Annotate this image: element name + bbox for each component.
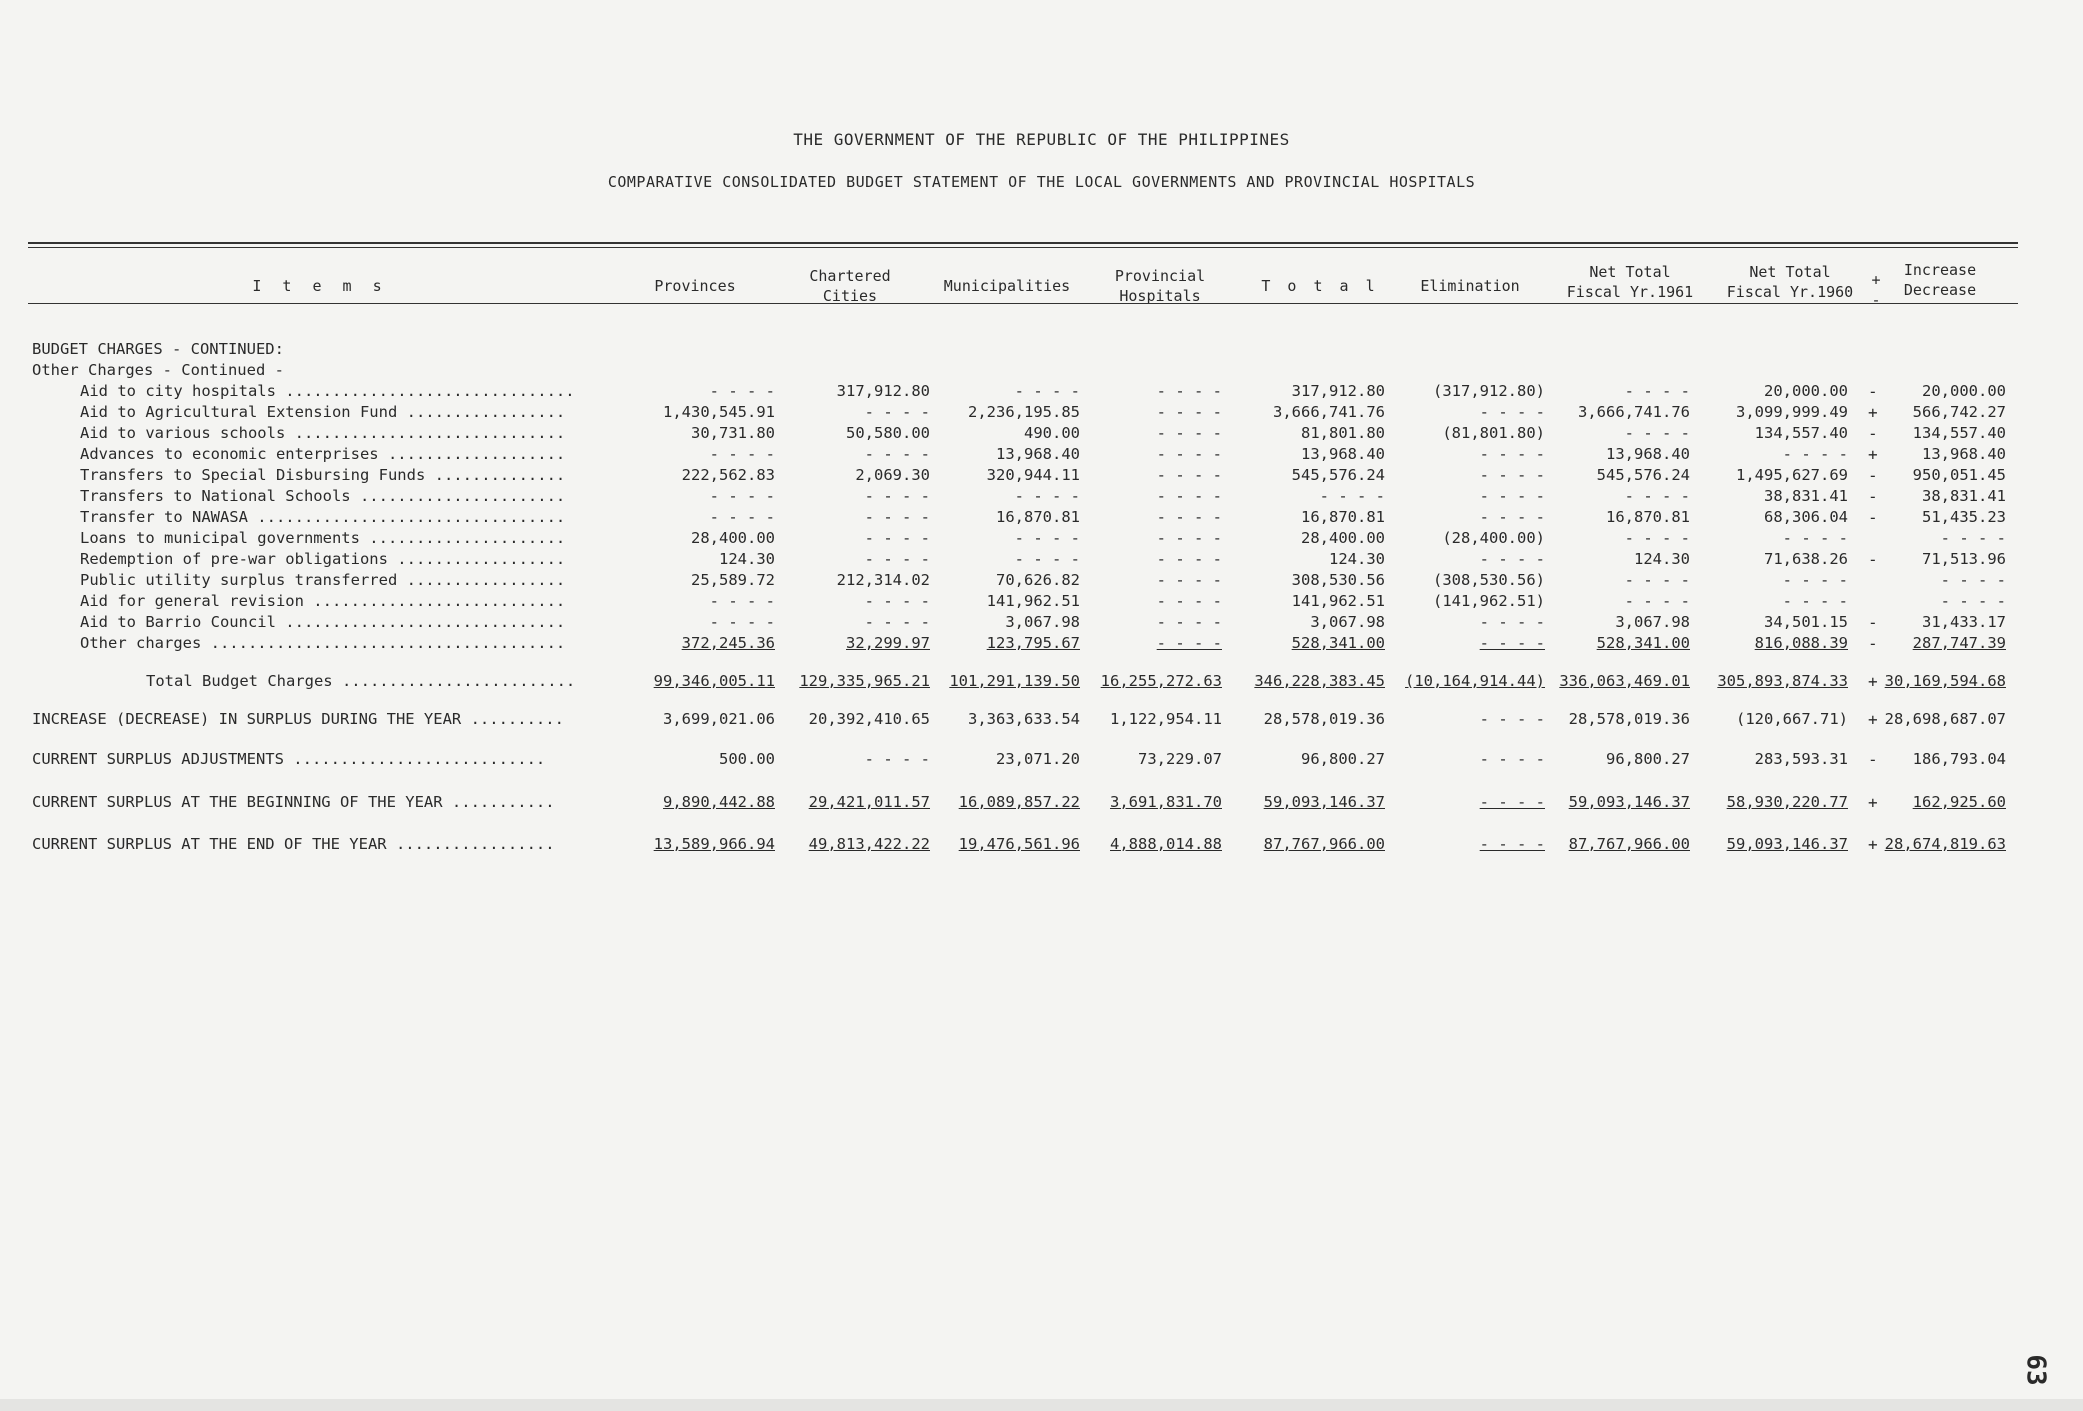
line-item-incdec-cell: - - - - (1940, 571, 2006, 589)
summary-cities-cell: 20,392,410.65 (808, 710, 930, 728)
line-item-municipalities-cell: 141,962.51 (986, 592, 1080, 610)
summary-net1960-cell: 305,893,874.33 (1717, 672, 1848, 690)
summary-municipalities-cell: 19,476,561.96 (958, 835, 1080, 853)
line-item-total-cell: 81,801.80 (1301, 424, 1385, 442)
line-item-total-cell: - - - - (1319, 487, 1385, 505)
line-item-sign: - (1868, 424, 1878, 443)
line-item-sign: - (1868, 634, 1878, 653)
line-item-net1960-cell: 816,088.39 (1754, 634, 1848, 652)
line-item-provinces-cell: 28,400.00 (691, 529, 775, 547)
line-item-sign: + (1868, 403, 1878, 422)
line-item-total-cell: 528,341.00 (1291, 634, 1385, 652)
line-item-net1961-cell: 528,341.00 (1596, 634, 1690, 652)
line-item-label: Redemption of pre-war obligations .................. (80, 550, 566, 568)
summary-incdec-cell: 186,793.04 (1912, 750, 2006, 768)
line-item-incdec-cell: 566,742.27 (1912, 403, 2006, 421)
line-item-sign: - (1868, 508, 1878, 527)
line-item-elimination-cell: - - - - (1479, 487, 1545, 505)
line-item-hospitals-cell: - - - - (1156, 529, 1222, 547)
line-item-cities-cell: 32,299.97 (846, 634, 930, 652)
line-item-cities-cell: - - - - (864, 487, 930, 505)
line-item-label: Public utility surplus transferred ................. (80, 571, 566, 589)
header-provinces: Provinces (654, 277, 736, 295)
header-chartered-cities-line1: Chartered (809, 267, 891, 285)
summary-cities-cell: 129,335,965.21 (799, 672, 930, 690)
line-item-cities-cell: - - - - (864, 550, 930, 568)
summary-sign: + (1868, 793, 1878, 812)
line-item-hospitals-cell: - - - - (1156, 487, 1222, 505)
summary-hospitals-cell: 73,229.07 (1138, 750, 1222, 768)
line-item-total-cell: 13,968.40 (1301, 445, 1385, 463)
line-item-sign: + (1868, 445, 1878, 464)
line-item-cities-cell: 2,069.30 (855, 466, 930, 484)
line-item-cities-cell: 317,912.80 (836, 382, 930, 400)
line-item-municipalities-cell: - - - - (1014, 529, 1080, 547)
summary-provinces-cell: 9,890,442.88 (663, 793, 775, 811)
summary-elimination-cell: - - - - (1479, 710, 1545, 728)
line-item-municipalities-cell: 320,944.11 (986, 466, 1080, 484)
header-top-rule (28, 242, 2018, 244)
line-item-municipalities-cell: 3,067.98 (1005, 613, 1080, 631)
summary-hospitals-cell: 4,888,014.88 (1110, 835, 1222, 853)
line-item-label: Aid to various schools ............................. (80, 424, 566, 442)
header-total: T o t a l (1261, 277, 1379, 295)
line-item-municipalities-cell: 13,968.40 (996, 445, 1080, 463)
line-item-net1960-cell: 1,495,627.69 (1736, 466, 1848, 484)
archive-footer (0, 1399, 2083, 1411)
header-net-total-1960-line2: Fiscal Yr.1960 (1726, 283, 1854, 301)
line-item-provinces-cell: - - - - (709, 487, 775, 505)
summary-provinces-cell: 99,346,005.11 (653, 672, 775, 690)
summary-sign: + (1868, 672, 1878, 691)
header-bottom-rule (28, 303, 2018, 304)
summary-label: Total Budget Charges ......................... (146, 672, 576, 690)
summary-total-cell: 87,767,966.00 (1263, 835, 1385, 853)
summary-provinces-cell: 13,589,966.94 (653, 835, 775, 853)
line-item-cities-cell: - - - - (864, 529, 930, 547)
line-item-net1961-cell: 124.30 (1634, 550, 1690, 568)
header-elimination: Elimination (1420, 277, 1520, 295)
line-item-total-cell: 124.30 (1329, 550, 1385, 568)
summary-label: CURRENT SURPLUS ADJUSTMENTS ........................... (32, 750, 546, 768)
subsection-heading: Other Charges - Continued - (32, 361, 284, 379)
line-item-label: Advances to economic enterprises ................... (80, 445, 566, 463)
header-net-total-1961-line2: Fiscal Yr.1961 (1566, 283, 1694, 301)
line-item-net1960-cell: - - - - (1782, 571, 1848, 589)
line-item-net1961-cell: - - - - (1624, 424, 1690, 442)
summary-elimination-cell: - - - - (1479, 750, 1545, 768)
line-item-total-cell: 545,576.24 (1291, 466, 1385, 484)
line-item-hospitals-cell: - - - - (1156, 445, 1222, 463)
line-item-hospitals-cell: - - - - (1156, 550, 1222, 568)
line-item-cities-cell: 212,314.02 (836, 571, 930, 589)
line-item-label: Transfer to NAWASA ................................. (80, 508, 566, 526)
line-item-total-cell: 141,962.51 (1291, 592, 1385, 610)
line-item-municipalities-cell: 490.00 (1024, 424, 1080, 442)
summary-municipalities-cell: 16,089,857.22 (958, 793, 1080, 811)
line-item-hospitals-cell: - - - - (1156, 424, 1222, 442)
line-item-label: Transfers to National Schools ...................... (80, 487, 566, 505)
summary-total-cell: 346,228,383.45 (1254, 672, 1385, 690)
line-item-sign: - (1868, 487, 1878, 506)
line-item-elimination-cell: (141,962.51) (1433, 592, 1545, 610)
line-item-total-cell: 16,870.81 (1301, 508, 1385, 526)
line-item-net1961-cell: 3,666,741.76 (1578, 403, 1690, 421)
line-item-elimination-cell: (28,400.00) (1442, 529, 1545, 547)
line-item-incdec-cell: 71,513.96 (1922, 550, 2006, 568)
line-item-sign: - (1868, 613, 1878, 632)
line-item-sign: - (1868, 466, 1878, 485)
header-chartered-cities-line2: Cities (822, 287, 878, 305)
header-top-rule-thin (28, 247, 2018, 248)
line-item-total-cell: 28,400.00 (1301, 529, 1385, 547)
line-item-provinces-cell: 222,562.83 (681, 466, 775, 484)
summary-label: CURRENT SURPLUS AT THE END OF THE YEAR ................. (32, 835, 555, 853)
summary-cities-cell: - - - - (864, 750, 930, 768)
line-item-net1961-cell: - - - - (1624, 592, 1690, 610)
line-item-net1961-cell: 545,576.24 (1596, 466, 1690, 484)
line-item-net1960-cell: 71,638.26 (1764, 550, 1848, 568)
line-item-elimination-cell: - - - - (1479, 508, 1545, 526)
header-sign-legend: + - (1871, 271, 1881, 309)
line-item-elimination-cell: - - - - (1479, 466, 1545, 484)
line-item-incdec-cell: 38,831.41 (1922, 487, 2006, 505)
header-provincial-hospitals-line2: Hospitals (1119, 287, 1201, 305)
summary-net1961-cell: 96,800.27 (1606, 750, 1690, 768)
line-item-provinces-cell: - - - - (709, 613, 775, 631)
line-item-net1961-cell: - - - - (1624, 487, 1690, 505)
summary-provinces-cell: 3,699,021.06 (663, 710, 775, 728)
line-item-net1961-cell: 3,067.98 (1615, 613, 1690, 631)
line-item-cities-cell: - - - - (864, 508, 930, 526)
summary-sign: + (1868, 835, 1878, 854)
line-item-provinces-cell: 372,245.36 (681, 634, 775, 652)
line-item-hospitals-cell: - - - - (1156, 613, 1222, 631)
line-item-incdec-cell: 20,000.00 (1922, 382, 2006, 400)
summary-net1961-cell: 336,063,469.01 (1559, 672, 1690, 690)
line-item-elimination-cell: (81,801.80) (1442, 424, 1545, 442)
line-item-label: Other charges ...................................... (80, 634, 566, 652)
summary-net1961-cell: 28,578,019.36 (1568, 710, 1690, 728)
line-item-total-cell: 3,666,741.76 (1273, 403, 1385, 421)
line-item-net1961-cell: - - - - (1624, 529, 1690, 547)
line-item-hospitals-cell: - - - - (1156, 403, 1222, 421)
summary-sign: + (1868, 710, 1878, 729)
line-item-municipalities-cell: 16,870.81 (996, 508, 1080, 526)
line-item-cities-cell: - - - - (864, 403, 930, 421)
line-item-hospitals-cell: - - - - (1156, 592, 1222, 610)
line-item-hospitals-cell: - - - - (1156, 634, 1222, 652)
line-item-label: Aid to Agricultural Extension Fund ................. (80, 403, 566, 421)
line-item-incdec-cell: 13,968.40 (1922, 445, 2006, 463)
line-item-elimination-cell: - - - - (1479, 634, 1545, 652)
summary-elimination-cell: - - - - (1479, 835, 1545, 853)
summary-incdec-cell: 162,925.60 (1912, 793, 2006, 811)
line-item-label: Aid to Barrio Council .............................. (80, 613, 566, 631)
summary-net1960-cell: 58,930,220.77 (1726, 793, 1848, 811)
line-item-net1961-cell: - - - - (1624, 382, 1690, 400)
line-item-provinces-cell: - - - - (709, 508, 775, 526)
summary-total-cell: 59,093,146.37 (1263, 793, 1385, 811)
summary-municipalities-cell: 23,071.20 (996, 750, 1080, 768)
line-item-total-cell: 308,530.56 (1291, 571, 1385, 589)
summary-total-cell: 96,800.27 (1301, 750, 1385, 768)
summary-incdec-cell: 28,698,687.07 (1884, 710, 2006, 728)
line-item-provinces-cell: 1,430,545.91 (663, 403, 775, 421)
page-number: 63 (2020, 1354, 2051, 1386)
line-item-provinces-cell: - - - - (709, 382, 775, 400)
summary-incdec-cell: 28,674,819.63 (1884, 835, 2006, 853)
line-item-sign: - (1868, 550, 1878, 569)
header-net-total-1960-line1: Net Total (1749, 263, 1831, 281)
line-item-net1960-cell: - - - - (1782, 592, 1848, 610)
summary-net1960-cell: 59,093,146.37 (1726, 835, 1848, 853)
section-heading: BUDGET CHARGES - CONTINUED: (32, 340, 284, 358)
line-item-incdec-cell: 31,433.17 (1922, 613, 2006, 631)
line-item-incdec-cell: 134,557.40 (1912, 424, 2006, 442)
line-item-hospitals-cell: - - - - (1156, 571, 1222, 589)
line-item-elimination-cell: (317,912.80) (1433, 382, 1545, 400)
header-provincial-hospitals-line1: Provincial (1114, 267, 1206, 285)
line-item-provinces-cell: - - - - (709, 445, 775, 463)
line-item-net1961-cell: - - - - (1624, 571, 1690, 589)
line-item-municipalities-cell: - - - - (1014, 487, 1080, 505)
summary-label: INCREASE (DECREASE) IN SURPLUS DURING THE YEAR .......... (32, 710, 564, 728)
summary-cities-cell: 29,421,011.57 (808, 793, 930, 811)
line-item-cities-cell: - - - - (864, 592, 930, 610)
line-item-incdec-cell: 51,435.23 (1922, 508, 2006, 526)
line-item-incdec-cell: 950,051.45 (1912, 466, 2006, 484)
line-item-net1960-cell: 3,099,999.49 (1736, 403, 1848, 421)
line-item-municipalities-cell: - - - - (1014, 382, 1080, 400)
line-item-municipalities-cell: 70,626.82 (996, 571, 1080, 589)
summary-elimination-cell: - - - - (1479, 793, 1545, 811)
line-item-elimination-cell: - - - - (1479, 613, 1545, 631)
line-item-hospitals-cell: - - - - (1156, 382, 1222, 400)
summary-net1960-cell: 283,593.31 (1754, 750, 1848, 768)
line-item-net1960-cell: - - - - (1782, 445, 1848, 463)
summary-incdec-cell: 30,169,594.68 (1884, 672, 2006, 690)
line-item-elimination-cell: - - - - (1479, 403, 1545, 421)
line-item-municipalities-cell: - - - - (1014, 550, 1080, 568)
line-item-cities-cell: - - - - (864, 613, 930, 631)
line-item-cities-cell: - - - - (864, 445, 930, 463)
line-item-net1960-cell: 20,000.00 (1764, 382, 1848, 400)
summary-sign: - (1868, 750, 1878, 769)
line-item-incdec-cell: - - - - (1940, 592, 2006, 610)
line-item-municipalities-cell: 2,236,195.85 (968, 403, 1080, 421)
line-item-net1960-cell: - - - - (1782, 529, 1848, 547)
line-item-net1961-cell: 16,870.81 (1606, 508, 1690, 526)
summary-municipalities-cell: 101,291,139.50 (949, 672, 1080, 690)
summary-hospitals-cell: 3,691,831.70 (1110, 793, 1222, 811)
summary-hospitals-cell: 1,122,954.11 (1110, 710, 1222, 728)
line-item-label: Aid to city hospitals ............................... (80, 382, 575, 400)
summary-net1961-cell: 87,767,966.00 (1568, 835, 1690, 853)
document-subtitle: COMPARATIVE CONSOLIDATED BUDGET STATEMENT OF THE LOCAL GOVERNMENTS AND PROVINCIAL HOSPITALS (607, 173, 1476, 191)
summary-hospitals-cell: 16,255,272.63 (1100, 672, 1222, 690)
summary-municipalities-cell: 3,363,633.54 (968, 710, 1080, 728)
summary-net1960-cell: (120,667.71) (1736, 710, 1848, 728)
summary-provinces-cell: 500.00 (719, 750, 775, 768)
line-item-elimination-cell: - - - - (1479, 445, 1545, 463)
line-item-hospitals-cell: - - - - (1156, 466, 1222, 484)
summary-label: CURRENT SURPLUS AT THE BEGINNING OF THE YEAR ........... (32, 793, 555, 811)
summary-net1961-cell: 59,093,146.37 (1568, 793, 1690, 811)
line-item-net1960-cell: 134,557.40 (1754, 424, 1848, 442)
line-item-label: Transfers to Special Disbursing Funds .............. (80, 466, 566, 484)
header-increase-decrease-line1: Increase (1903, 261, 1977, 279)
line-item-elimination-cell: - - - - (1479, 550, 1545, 568)
line-item-label: Aid for general revision ........................... (80, 592, 566, 610)
line-item-net1960-cell: 34,501.15 (1764, 613, 1848, 631)
header-increase-decrease-line2: Decrease (1903, 281, 1977, 299)
summary-elimination-cell: (10,164,914.44) (1405, 672, 1545, 690)
line-item-net1960-cell: 38,831.41 (1764, 487, 1848, 505)
line-item-municipalities-cell: 123,795.67 (986, 634, 1080, 652)
line-item-total-cell: 317,912.80 (1291, 382, 1385, 400)
line-item-net1961-cell: 13,968.40 (1606, 445, 1690, 463)
line-item-incdec-cell: 287,747.39 (1912, 634, 2006, 652)
line-item-elimination-cell: (308,530.56) (1433, 571, 1545, 589)
line-item-provinces-cell: - - - - (709, 592, 775, 610)
summary-cities-cell: 49,813,422.22 (808, 835, 930, 853)
line-item-provinces-cell: 30,731.80 (691, 424, 775, 442)
line-item-hospitals-cell: - - - - (1156, 508, 1222, 526)
summary-total-cell: 28,578,019.36 (1263, 710, 1385, 728)
header-items: I t e m s (252, 277, 388, 295)
document-title: THE GOVERNMENT OF THE REPUBLIC OF THE PHILIPPINES (793, 130, 1290, 149)
line-item-net1960-cell: 68,306.04 (1764, 508, 1848, 526)
line-item-provinces-cell: 124.30 (719, 550, 775, 568)
header-net-total-1961-line1: Net Total (1589, 263, 1671, 281)
line-item-cities-cell: 50,580.00 (846, 424, 930, 442)
line-item-label: Loans to municipal governments ..................... (80, 529, 566, 547)
line-item-incdec-cell: - - - - (1940, 529, 2006, 547)
line-item-total-cell: 3,067.98 (1310, 613, 1385, 631)
line-item-sign: - (1868, 382, 1878, 401)
header-municipalities: Municipalities (943, 277, 1071, 295)
line-item-provinces-cell: 25,589.72 (691, 571, 775, 589)
